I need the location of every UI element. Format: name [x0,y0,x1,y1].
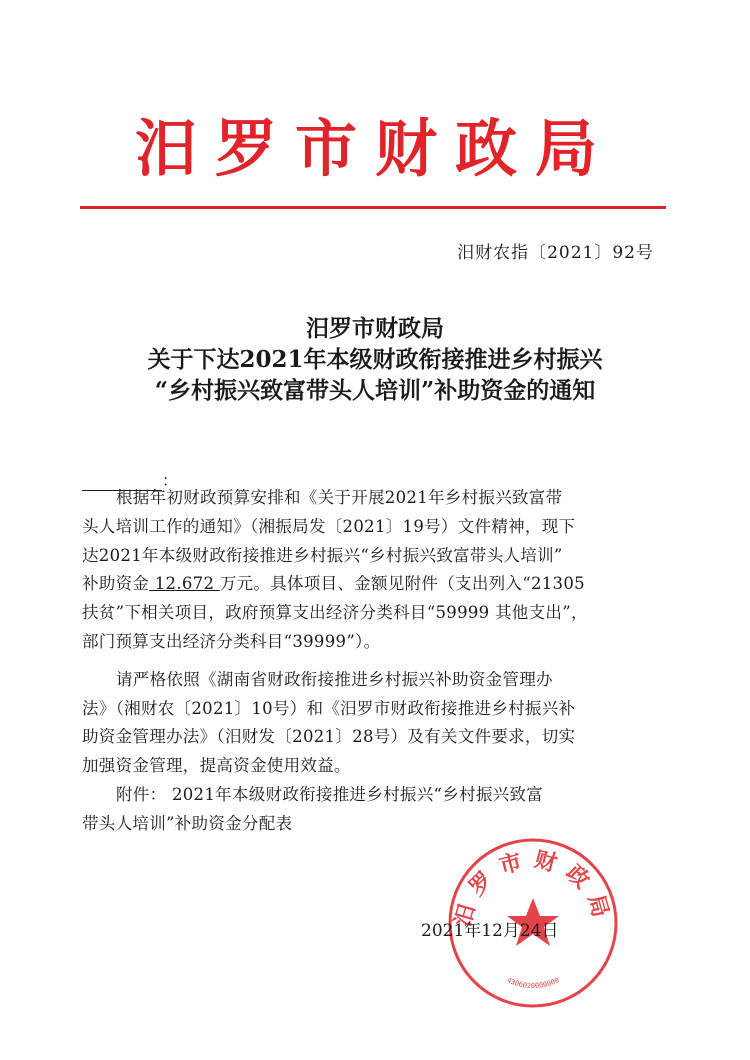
organization-header: 汨罗市财政局 [134,112,615,185]
attachment-note [82,781,662,839]
paragraph-2 [82,666,662,781]
paragraph-2-line-4: 加强资金管理，提高资金使用效益。 [82,756,351,776]
amount-suffix: 万元。具体项目、金额见附件（支出列入“21305 [219,574,585,594]
paragraph-1-line-6: 部门预算支出经济分类科目“39999”）。 [82,631,381,651]
document-body [82,484,662,839]
attachment-line-2: 带头人培训”补助资金分配表 [82,813,293,833]
document-number: 汨财农指〔2021〕92号 [457,243,654,263]
paragraph-1-line-3: 达2021年本级财政衔接推进乡村振兴“乡村振兴致富带头人培训” [82,545,563,565]
paragraph-1-line-1: 根据年初财政预算安排和《关于开展2021年乡村振兴致富带 [116,488,563,507]
document-title [0,313,750,406]
paragraph-1-line-2: 头人培训工作的通知》（湘振局发〔2021〕19号）文件精神，现下 [82,516,576,536]
red-divider-line [80,206,666,209]
title-line-3: “乡村振兴致富带头人培训”补助资金的通知 [154,377,596,404]
paragraph-2-line-2: 法》（湘财农〔2021〕10号）和《汨罗市财政衔接推进乡村振兴补 [82,698,576,718]
amount-prefix: 补助资金 [82,574,150,594]
paragraph-1-line-5: 扶贫”下相关项目，政府预算支出经济分类科目“59999 其他支出”， [82,603,588,623]
paragraph-2-line-1: 请严格依照《湖南省财政衔接推进乡村振兴补助资金管理办 [116,669,553,689]
amount-value: 12.672 [149,574,220,594]
paragraph-1-line-4 [82,570,662,599]
seal-code-text: 4306020000000 [505,976,561,991]
issue-date: 2021年12月24日 [421,921,559,941]
seal-organization-text: 汨罗市财政局 [449,846,617,930]
paragraph-2-line-3: 助资金管理办法》（汨财发〔2021〕28号）及有关文件要求，切实 [82,727,576,747]
title-line-2: 关于下达2021年本级财政衔接推进乡村振兴 [147,346,603,373]
attachment-line-1: 附件： 2021年本级财政衔接推进乡村振兴“乡村振兴致富 [116,784,544,804]
paragraph-1 [82,484,662,657]
addressee-colon: ： [162,471,179,490]
title-line-1: 汨罗市财政局 [306,315,444,342]
